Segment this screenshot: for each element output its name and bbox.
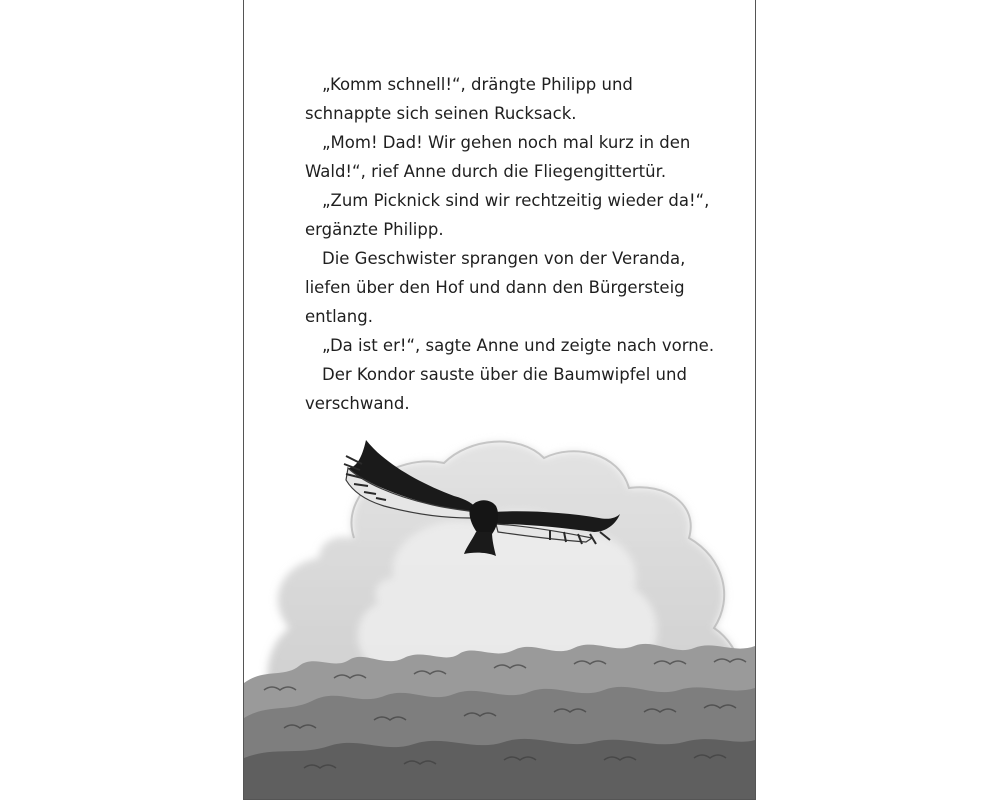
text-line: Wald!“, rief Anne durch die Fliegengittertür. [305,162,667,181]
text-line: Der Kondor sauste über die Baumwipfel und [322,365,687,384]
page-text [305,70,715,418]
text-line: verschwand. [305,394,410,413]
text-line: „Da ist er!“, sagte Anne und zeigte nach vorne. [322,336,715,355]
text-line: „Mom! Dad! Wir gehen noch mal kurz in den [322,133,691,152]
text-line: liefen über den Hof und dann den Bürgersteig [305,278,685,297]
condor-illustration [244,428,755,800]
text-line: ergänzte Philipp. [305,220,444,239]
treetops [244,644,755,800]
text-line: „Zum Picknick sind wir rechtzeitig wieder da!“, [322,191,710,210]
book-page [243,0,756,800]
text-line: „Komm schnell!“, drängte Philipp und [322,75,633,94]
text-line: schnappte sich seinen Rucksack. [305,104,577,123]
text-line: Die Geschwister sprangen von der Veranda, [322,249,686,268]
text-line: entlang. [305,307,373,326]
